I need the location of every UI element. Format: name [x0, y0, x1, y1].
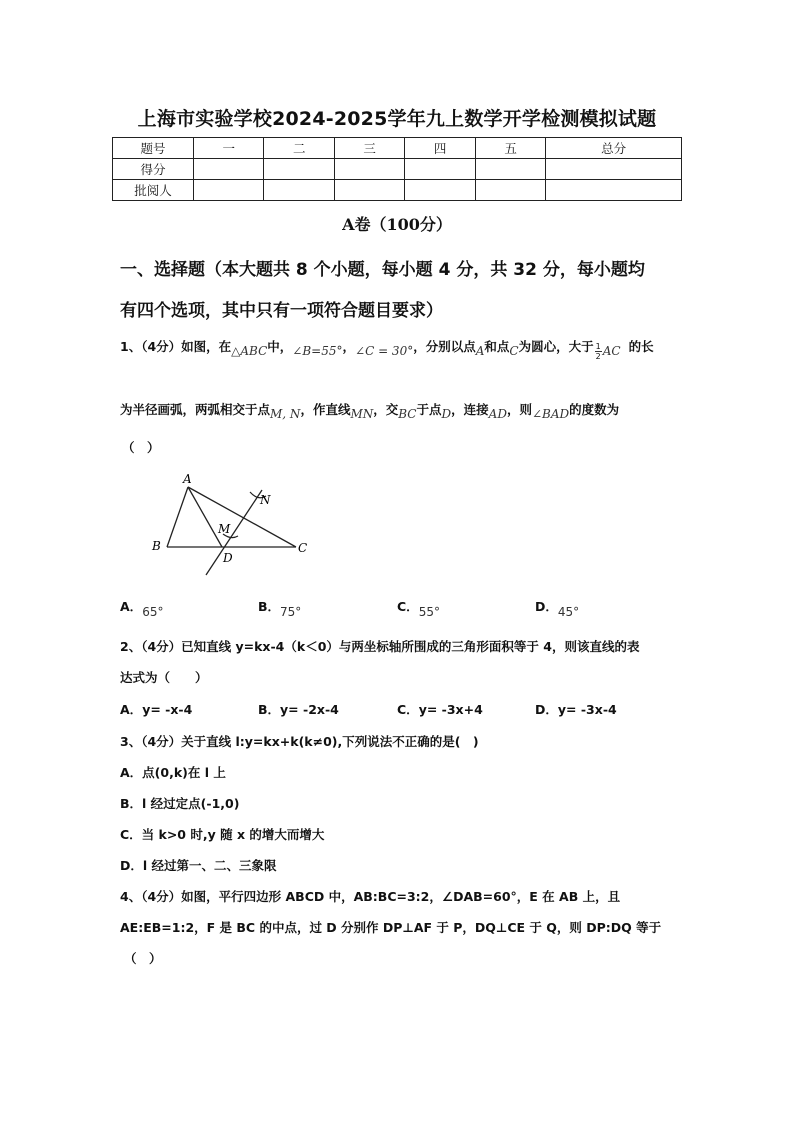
q1-option-a[interactable]: [120, 597, 164, 619]
q4-answer-paren: （ ）: [124, 951, 162, 966]
q1-math: MN: [350, 407, 374, 421]
score-cell: [475, 180, 545, 201]
option-label: A．: [120, 599, 143, 614]
option-label: C．: [397, 702, 419, 717]
part1-heading-line2: 有四个选项，其中只有一项符合题目要求）: [120, 301, 443, 321]
q2-option-d[interactable]: [535, 700, 617, 718]
part1-heading-line1: 一、选择题（本大题共 8 个小题，每小题 4 分，共 32 分，每小题均: [120, 260, 645, 280]
q1-option-b[interactable]: [258, 597, 302, 619]
label-d: D: [223, 551, 233, 565]
side-ac: [188, 487, 296, 547]
q3-stem: 3、（4分）关于直线 l:y=kx+k(k≠0),下列说法不正确的是( ): [120, 734, 479, 749]
q1-option-d[interactable]: [535, 597, 580, 619]
q1-text: 的度数为: [569, 402, 620, 417]
label-c: C: [298, 541, 308, 555]
q1-text: ，连接: [451, 402, 489, 417]
option-value: y= -3x+4: [418, 702, 483, 717]
q1-stem-line2: [120, 400, 620, 421]
q1-text: 于点: [416, 402, 442, 417]
q1-math: △ABC: [231, 344, 268, 358]
q1-stem-line1: [120, 337, 654, 361]
score-cell: [334, 159, 404, 180]
fraction-numerator: 1: [595, 342, 601, 351]
label-a: A: [183, 472, 192, 486]
label-b: B: [152, 539, 161, 553]
option-value: y= -3x-4: [557, 702, 617, 717]
score-cell: [475, 159, 545, 180]
score-cell: 一: [194, 138, 264, 159]
option-value: y= -2x-4: [280, 702, 339, 717]
score-table-row: [113, 180, 682, 201]
score-cell: 五: [475, 138, 545, 159]
option-value: 75°: [280, 605, 302, 619]
q1-text: 和点: [484, 339, 510, 354]
q1-math: ∠BAD: [531, 407, 570, 421]
score-cell: [264, 159, 334, 180]
score-cell: 二: [264, 138, 334, 159]
option-label: A．: [120, 702, 143, 717]
q1-text: 的长: [628, 339, 654, 354]
fraction-denominator: 2: [595, 352, 601, 361]
score-table-row: [113, 159, 682, 180]
score-cell: [546, 180, 682, 201]
score-cell: 三: [334, 138, 404, 159]
q2-stem-line1: 2、（4分）已知直线 y=kx-4（k＜0）与两坐标轴所围成的三角形面积等于 4，则该直线的表: [120, 639, 640, 654]
q4-stem-line2: AE:EB=1:2，F 是 BC 的中点，过 D 分别作 DP⊥AF 于 P，DQ⊥CE 于 Q，则 DP:DQ 等于: [120, 920, 662, 935]
q1-math: BC: [398, 407, 417, 421]
score-cell: [334, 180, 404, 201]
section-a-heading: A卷（100分）: [342, 215, 452, 234]
q1-math: C: [509, 344, 519, 358]
score-cell: 题号: [113, 138, 194, 159]
q1-triangle-figure: [140, 468, 320, 578]
q1-math: A: [475, 344, 485, 358]
q3-option-b[interactable]: B．l 经过定点(-1,0): [120, 796, 240, 811]
q3-option-a[interactable]: A．点(0,k)在 l 上: [120, 765, 226, 780]
score-table: [112, 137, 682, 201]
label-m: M: [218, 522, 231, 536]
score-cell: [264, 180, 334, 201]
q3-option-c[interactable]: C．当 k>0 时,y 随 x 的增大而增大: [120, 827, 325, 842]
q1-text: 为半径画弧，两弧相交于点: [120, 402, 271, 417]
q1-text: 1、（4分）如图，在: [120, 339, 232, 354]
option-label: D．: [535, 702, 558, 717]
q1-text: 为圆心，大于: [518, 339, 594, 354]
score-cell: 四: [405, 138, 475, 159]
option-label: D．: [535, 599, 558, 614]
q1-math: M, N: [270, 407, 301, 421]
q1-math: D: [441, 407, 452, 421]
q1-text: ，则: [506, 402, 532, 417]
q1-math: AD: [488, 407, 507, 421]
score-cell: [546, 159, 682, 180]
score-cell: 批阅人: [113, 180, 194, 201]
q2-option-c[interactable]: [397, 700, 483, 718]
q2-option-b[interactable]: [258, 700, 339, 718]
score-cell: [405, 180, 475, 201]
q2-stem-line2: 达式为（ ）: [120, 670, 208, 685]
q4-stem-line1: 4、（4分）如图，平行四边形 ABCD 中，AB:BC=3:2，∠DAB=60°，E 在 AB 上，且: [120, 889, 621, 904]
q1-text: 中，: [267, 339, 293, 354]
option-value: y= -x-4: [142, 702, 193, 717]
q1-math: ∠C = 30°: [355, 344, 414, 358]
score-table-header-row: [113, 138, 682, 159]
q1-option-c[interactable]: [397, 597, 440, 619]
q1-text: ，: [342, 339, 356, 354]
option-value: 65°: [142, 605, 164, 619]
q1-answer-paren: （ ）: [122, 440, 160, 455]
score-cell: [194, 180, 264, 201]
score-cell: [405, 159, 475, 180]
option-value: 55°: [418, 605, 440, 619]
q1-math: AC: [602, 344, 621, 358]
half-fraction: [595, 342, 602, 361]
side-ab: [167, 487, 188, 547]
option-label: B．: [258, 702, 281, 717]
label-n: N: [260, 493, 271, 507]
q1-text: ，交: [373, 402, 399, 417]
q2-option-a[interactable]: [120, 700, 192, 718]
q1-text: ，分别以点: [413, 339, 476, 354]
score-cell: 总分: [546, 138, 682, 159]
option-label: B．: [258, 599, 281, 614]
q1-math: ∠B=55°: [292, 344, 343, 358]
option-value: 45°: [557, 605, 580, 619]
score-cell: 得分: [113, 159, 194, 180]
q1-text: ，作直线: [300, 402, 351, 417]
option-label: C．: [397, 599, 419, 614]
exam-title: 上海市实验学校2024-2025学年九上数学开学检测模拟试题: [137, 108, 657, 130]
q3-option-d[interactable]: D．l 经过第一、二、三象限: [120, 858, 277, 873]
score-cell: [194, 159, 264, 180]
